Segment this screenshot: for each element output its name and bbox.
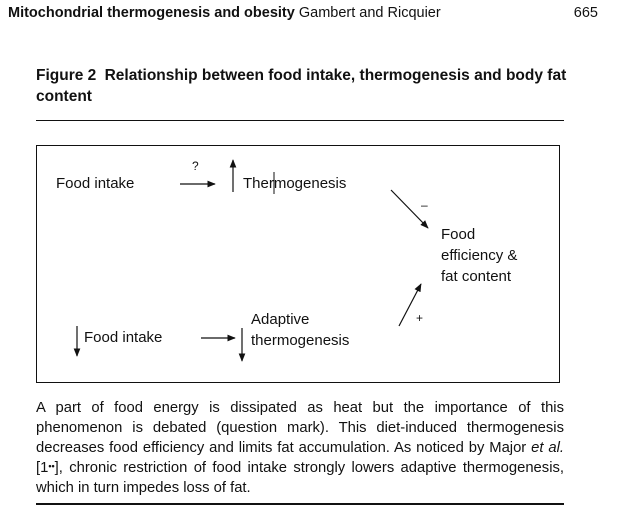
label-question-mark: ? xyxy=(192,159,199,173)
caption-ref-open: [1 xyxy=(36,460,49,476)
label-fat-content: fat content xyxy=(441,268,512,285)
caption-ref-marks: •• xyxy=(48,461,55,471)
running-head xyxy=(8,5,598,21)
journal-running-title: Mitochondrial thermogenesis and obesity xyxy=(8,5,295,21)
bottom-rule xyxy=(36,503,564,505)
label-adaptive: Adaptive xyxy=(251,311,310,328)
top-rule xyxy=(36,120,564,121)
label-thermogenesis: Thermogenesis xyxy=(243,175,347,192)
running-authors: Gambert and Ricquier xyxy=(298,5,441,21)
caption-part1: A part of food energy is dissipated as heat but the importance of this phenomenon is debated (question mark). This diet-induced thermogenesis decreases food efficiency and limits fat accumulation. As noticed by Major xyxy=(36,400,564,456)
page-number: 665 xyxy=(573,5,598,21)
caption-et-al: et al. xyxy=(531,440,564,456)
label-plus-sign: + xyxy=(416,311,424,325)
caption-part2: ], chronic restriction of food intake strongly lowers adaptive thermogenesis, which in turn impedes loss of fat. xyxy=(36,460,564,496)
figure-title-text: Relationship between food intake, thermogenesis and body fat content xyxy=(36,67,567,105)
label-food-intake-bottom: Food intake xyxy=(84,329,163,346)
label-food: Food xyxy=(441,226,476,243)
label-adaptive-thermogenesis: thermogenesis xyxy=(251,332,350,349)
label-efficiency: efficiency & xyxy=(441,247,518,264)
figure-caption xyxy=(36,398,564,498)
figure-title xyxy=(36,65,576,107)
diagram-box xyxy=(36,145,560,383)
label-food-intake-top: Food intake xyxy=(56,175,135,192)
figure-number: Figure 2 xyxy=(36,67,97,84)
label-minus-sign: – xyxy=(421,198,428,212)
